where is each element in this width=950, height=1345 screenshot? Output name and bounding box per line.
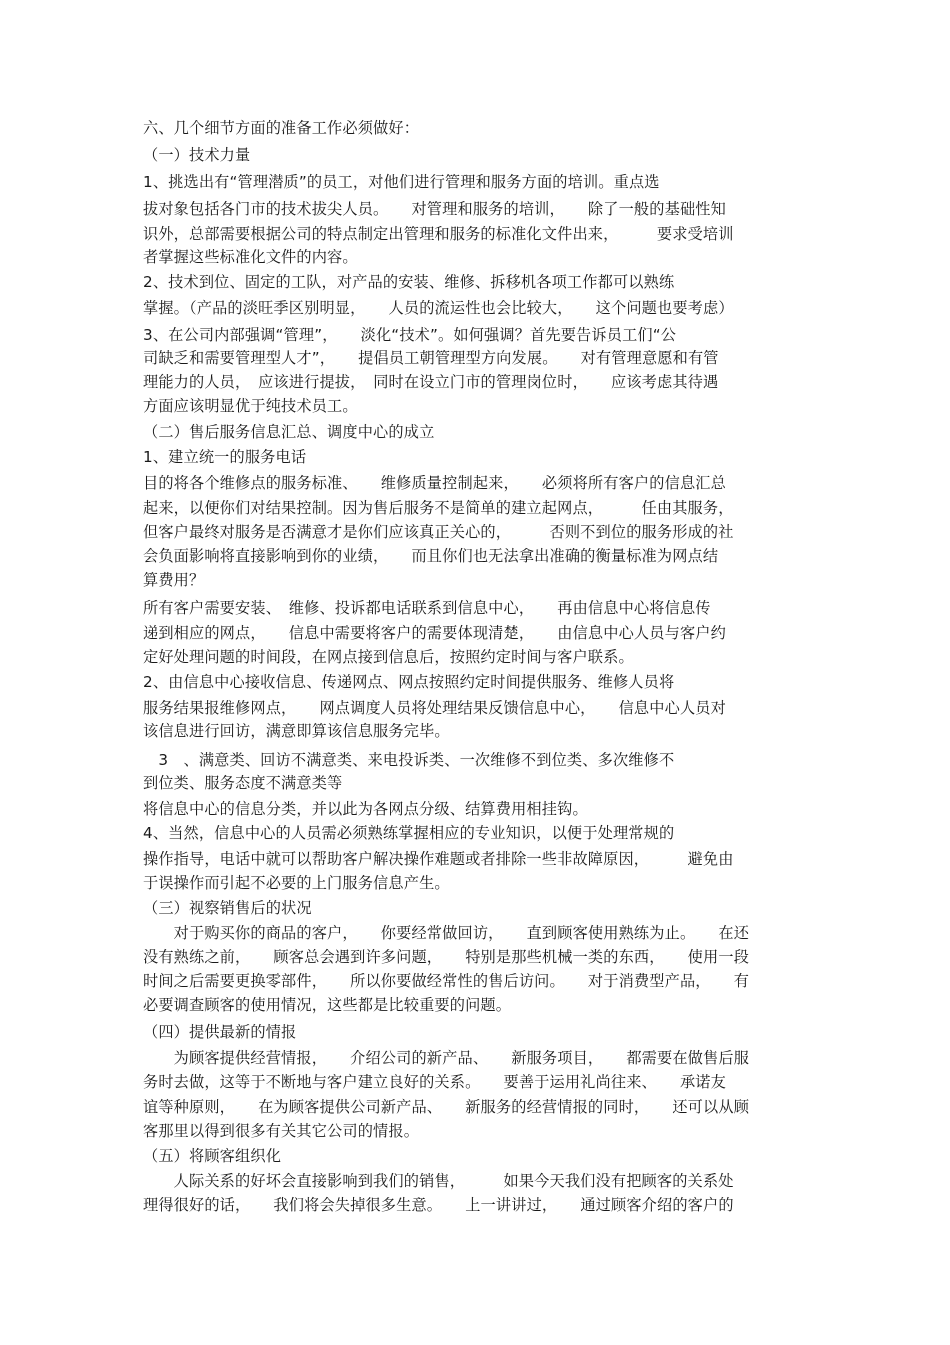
paragraph-line: 司缺乏和需要管理型人才”， 提倡员工朝管理型方向发展。 对有管理意愿和有管 (143, 349, 719, 367)
paragraph-line: 对于购买你的商品的客户， 你要经常做回访， 直到顾客使用熟练为止。 在还 (143, 924, 750, 942)
paragraph-line: 理得很好的话， 我们将会失掉很多生意。 上一讲讲过， 通过顾客介绍的客户的 (143, 1196, 734, 1214)
paragraph-line: 2、由信息中心接收信息、传递网点、网点按照约定时间提供服务、维修人员将 (143, 673, 675, 691)
paragraph-line: 于误操作而引起不必要的上门服务信息产生。 (143, 874, 450, 892)
paragraph-line: 到位类、服务态度不满意类等 (143, 774, 343, 792)
paragraph-line: 识外，总部需要根据公司的特点制定出管理和服务的标准化文件出来， 要求受培训 (143, 225, 734, 243)
paragraph-line: 方面应该明显优于纯技术员工。 (143, 397, 358, 415)
paragraph-line: 1、挑选出有“管理潜质”的员工，对他们进行管理和服务方面的培训。重点选 (143, 173, 660, 191)
section-heading: 六、几个细节方面的准备工作必须做好： (143, 119, 420, 137)
paragraph-line: 将信息中心的信息分类，并以此为各网点分级、结算费用相挂钩。 (143, 800, 588, 818)
paragraph-line: 会负面影响将直接影响到你的业绩， 而且你们也无法拿出准确的衡量标准为网点结 (143, 547, 719, 565)
paragraph-line: 必要调查顾客的使用情况，这些都是比较重要的问题。 (143, 996, 512, 1014)
paragraph-line: 为顾客提供经营情报， 介绍公司的新产品、 新服务项目， 都需要在做售后服 (143, 1049, 750, 1067)
paragraph-line: 3、在公司内部强调“管理”， 淡化“技术”。如何强调？首先要告诉员工们“公 (143, 326, 677, 344)
paragraph-line: 4、当然，信息中心的人员需必须熟练掌握相应的专业知识，以便于处理常规的 (143, 824, 675, 842)
subsection-heading: （四）提供最新的情报 (143, 1023, 297, 1041)
paragraph-line: 人际关系的好坏会直接影响到我们的销售， 如果今天我们没有把顾客的关系处 (143, 1172, 734, 1190)
subsection-heading: （二）售后服务信息汇总、调度中心的成立 (143, 423, 435, 441)
paragraph-line: 谊等种原则， 在为顾客提供公司新产品、 新服务的经营情报的同时， 还可以从顾 (143, 1098, 750, 1116)
paragraph-line: 递到相应的网点， 信息中需要将客户的需要体现清楚， 由信息中心人员与客户约 (143, 624, 726, 642)
paragraph-line: 算费用？ (143, 571, 205, 589)
subsection-heading: （五）将顾客组织化 (143, 1147, 282, 1165)
paragraph-line: 起来，以便你们对结果控制。因为售后服务不是简单的建立起网点， 任由其服务， (143, 499, 734, 517)
paragraph-line: 1、建立统一的服务电话 (143, 448, 307, 466)
paragraph-line: 该信息进行回访，满意即算该信息服务完毕。 (143, 722, 450, 740)
paragraph-line: 但客户最终对服务是否满意才是你们应该真正关心的， 否则不到位的服务形成的社 (143, 523, 734, 541)
paragraph-line: 者掌握这些标准化文件的内容。 (143, 248, 358, 266)
paragraph-line: 理能力的人员， 应该进行提拔， 同时在设立门市的管理岗位时， 应该考虑其待遇 (143, 373, 719, 391)
paragraph-line: 客那里以得到很多有关其它公司的情报。 (143, 1122, 420, 1140)
paragraph-line: 时间之后需要更换零部件， 所以你要做经常性的售后访问。 对于消费型产品， 有 (143, 972, 750, 990)
paragraph-line: 所有客户需要安装、 维修、投诉都电话联系到信息中心， 再由信息中心将信息传 (143, 599, 711, 617)
paragraph-line: 3 、满意类、回访不满意类、来电投诉类、一次维修不到位类、多次维修不 (143, 751, 675, 769)
paragraph-line: 定好处理问题的时间段，在网点接到信息后，按照约定时间与客户联系。 (143, 648, 634, 666)
subsection-heading: （一）技术力量 (143, 146, 251, 164)
paragraph-line: 掌握。（产品的淡旺季区别明显， 人员的流运性也会比较大， 这个问题也要考虑） (143, 299, 734, 317)
paragraph-line: 服务结果报维修网点， 网点调度人员将处理结果反馈信息中心， 信息中心人员对 (143, 699, 726, 717)
paragraph-line: 拔对象包括各门市的技术拔尖人员。 对管理和服务的培训， 除了一般的基础性知 (143, 200, 726, 218)
paragraph-line: 2、技术到位、固定的工队，对产品的安装、维修、拆移机各项工作都可以熟练 (143, 273, 675, 291)
paragraph-line: 务时去做，这等于不断地与客户建立良好的关系。 要善于运用礼尚往来、 承诺友 (143, 1073, 726, 1091)
paragraph-line: 操作指导，电话中就可以帮助客户解决操作难题或者排除一些非故障原因， 避免由 (143, 850, 734, 868)
paragraph-line: 没有熟练之前， 顾客总会遇到许多问题， 特别是那些机械一类的东西， 使用一段 (143, 948, 750, 966)
paragraph-line: 目的将各个维修点的服务标准、 维修质量控制起来， 必须将所有客户的信息汇总 (143, 474, 726, 492)
subsection-heading: （三）视察销售后的状况 (143, 899, 312, 917)
